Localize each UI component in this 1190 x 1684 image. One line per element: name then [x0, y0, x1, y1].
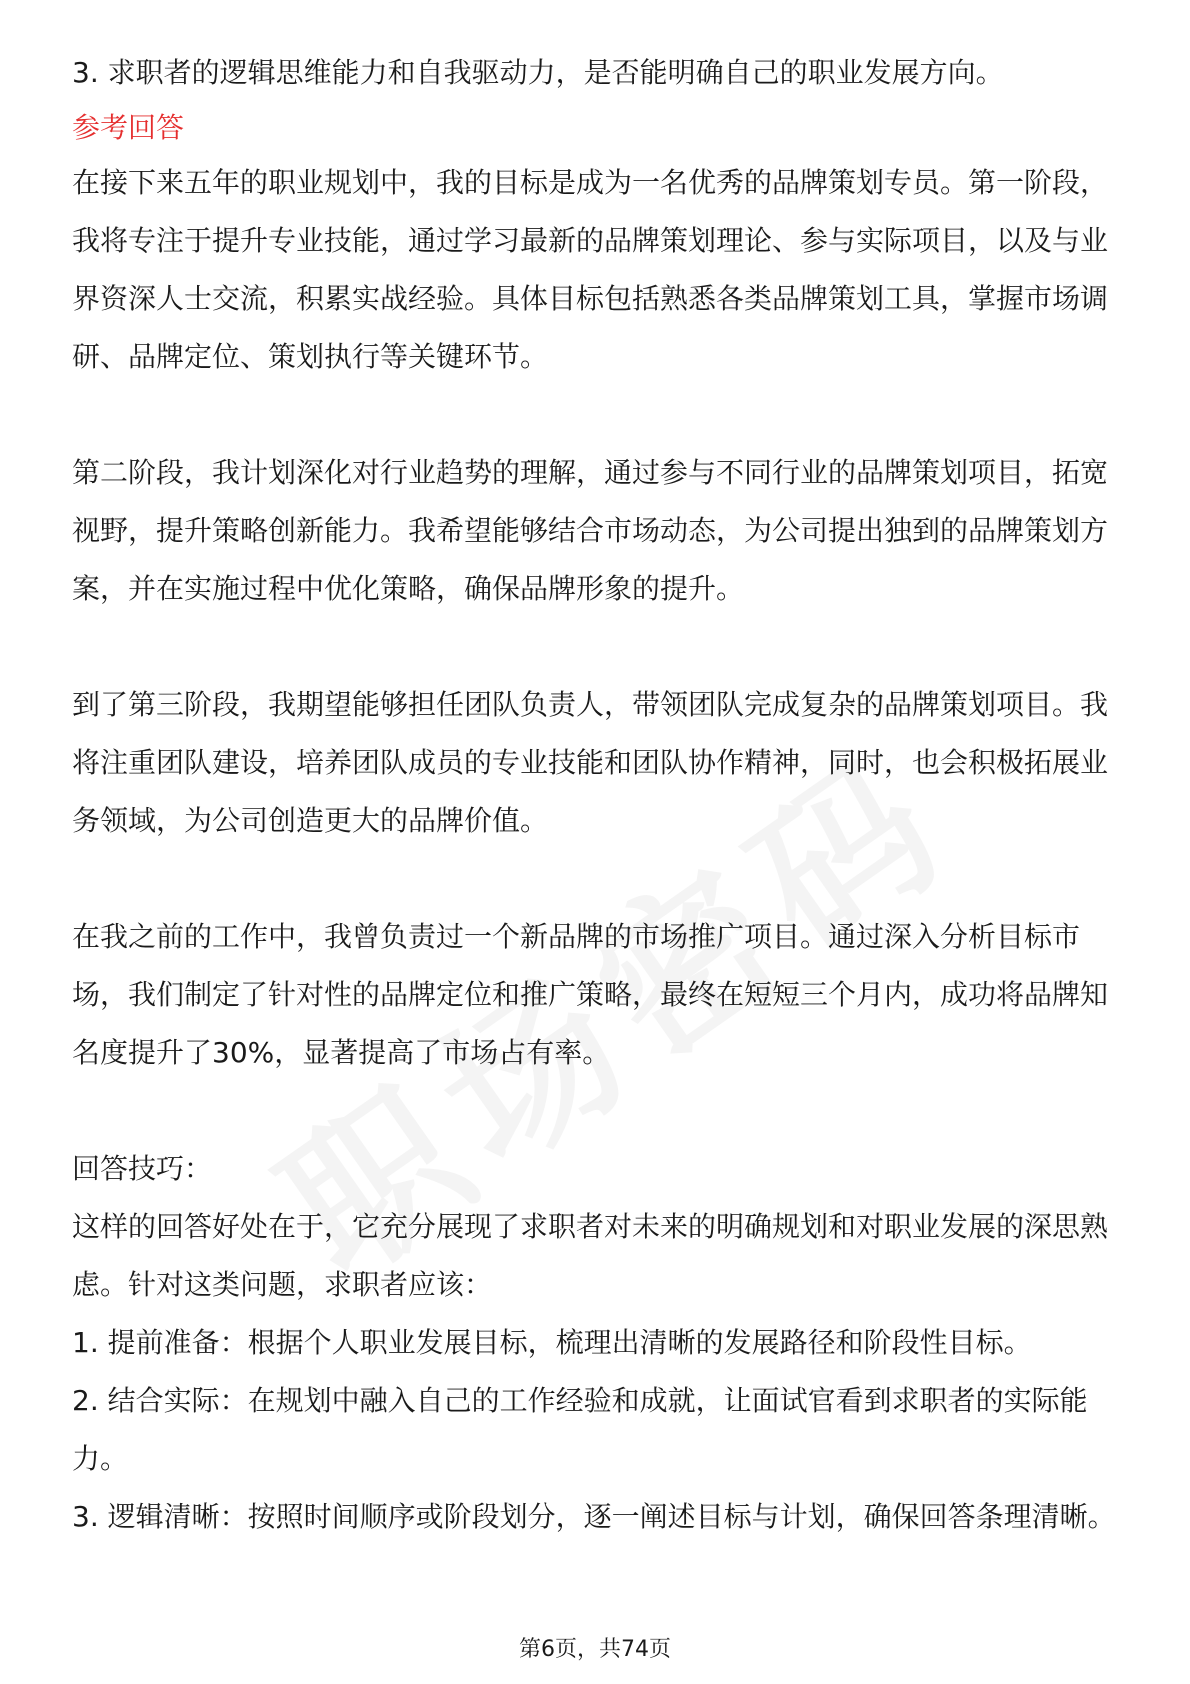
paragraph-spacer	[72, 618, 1120, 676]
page-content	[72, 44, 1120, 1546]
paragraph-spacer	[72, 850, 1120, 908]
tip-item-2: 2. 结合实际：在规划中融入自己的工作经验和成就，让面试官看到求职者的实际能力。	[72, 1384, 1088, 1475]
page-footer: 第6页，共74页	[519, 1637, 671, 1662]
tip-item-1: 1. 提前准备：根据个人职业发展目标，梳理出清晰的发展路径和阶段性目标。	[72, 1326, 1032, 1359]
answer-paragraph-1: 在接下来五年的职业规划中，我的目标是成为一名优秀的品牌策划专员。第一阶段，我将专注于提升专业技能，通过学习最新的品牌策划理论、参与实际项目，以及与业界资深人士交流，积累实战经验。具体目标包括熟悉各类品牌策划工具，掌握市场调研、品牌定位、策划执行等关键环节。	[72, 166, 1109, 373]
answer-paragraph-3: 到了第三阶段，我期望能够担任团队负责人，带领团队完成复杂的品牌策划项目。我将注重团队建设，培养团队成员的专业技能和团队协作精神，同时，也会积极拓展业务领域，为公司创造更大的品牌价值。	[72, 688, 1109, 837]
tip-item-3: 3. 逻辑清晰：按照时间顺序或阶段划分，逐一阐述目标与计划，确保回答条理清晰。	[72, 1500, 1116, 1533]
paragraph-spacer	[72, 1082, 1120, 1140]
answer-heading: 参考回答	[72, 111, 185, 144]
answer-paragraph-2: 第二阶段，我计划深化对行业趋势的理解，通过参与不同行业的品牌策划项目，拓宽视野，提升策略创新能力。我希望能够结合市场动态，为公司提出独到的品牌策划方案，并在实施过程中优化策略，确保品牌形象的提升。	[72, 456, 1109, 605]
answer-paragraph-4: 在我之前的工作中，我曾负责过一个新品牌的市场推广项目。通过深入分析目标市场，我们制定了针对性的品牌定位和推广策略，最终在短短三个月内，成功将品牌知名度提升了30%，显著提高了市场占有率。	[72, 920, 1109, 1069]
paragraph-spacer	[72, 386, 1120, 444]
intro-list-item: 3. 求职者的逻辑思维能力和自我驱动力，是否能明确自己的职业发展方向。	[72, 56, 1004, 89]
tips-heading: 回答技巧：	[72, 1152, 213, 1185]
tips-intro: 这样的回答好处在于，它充分展现了求职者对未来的明确规划和对职业发展的深思熟虑。针对这类问题，求职者应该：	[72, 1210, 1109, 1301]
